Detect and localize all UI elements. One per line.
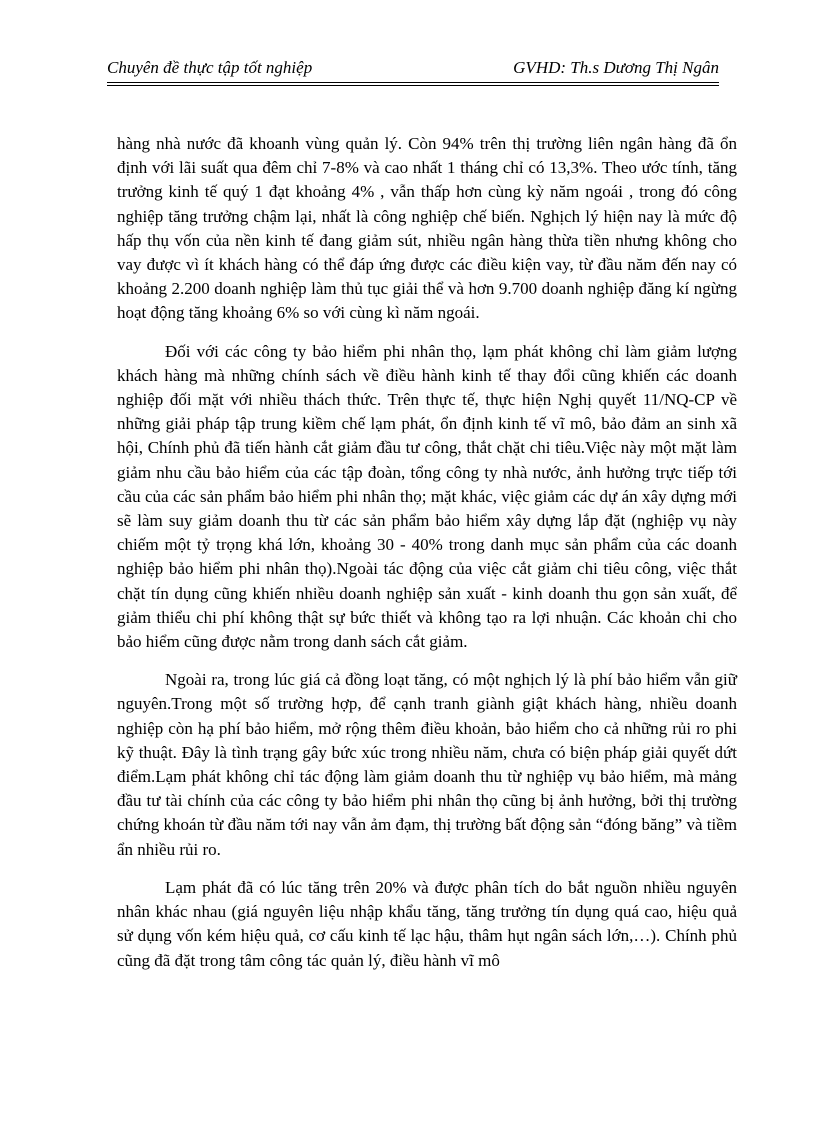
paragraph-premium-paradox: Ngoài ra, trong lúc giá cả đồng loạt tăng, có một nghịch lý là phí bảo hiểm vẫn giữ nguyên.Trong một số trường hợp, để cạnh tranh giành giật khách hàng, nhiều doanh nghiệp còn hạ phí bảo hiểm, mở rộng thêm điều khoản, bảo hiểm cho cả những rủi ro phi kỹ thuật. Đây là tình trạng gây bức xúc trong nhiều năm, chưa có biện pháp giải quyết dứt điểm.Lạm phát không chỉ tác động làm giảm doanh thu từ nghiệp vụ bảo hiểm, mà mảng đầu tư tài chính của các công ty bảo hiểm phi nhân thọ cũng bị ảnh hưởng, bởi thị trường chứng khoán từ đầu năm tới nay vẫn ảm đạm, thị trường bất động sản “đóng băng” và tiềm ẩn nhiều rủi ro. [117,670,737,859]
header-divider [107,82,719,83]
page-header [107,52,719,78]
paragraph-inflation-causes: Lạm phát đã có lúc tăng trên 20% và được phân tích do bắt nguồn nhiều nguyên nhân khác nhau (giá nguyên liệu nhập khẩu tăng, tăng trưởng tín dụng quá cao, hiệu quả sử dụng vốn kém hiệu quả, cơ cấu kinh tế lạc hậu, thâm hụt ngân sách lớn,…). Chính phủ cũng đã đặt trong tâm công tác quản lý, điều hành vĩ mô [117,877,737,970]
header-divider-secondary [107,85,719,86]
header-document-title: Chuyên đề thực tập tốt nghiệp [107,58,313,77]
paragraph-continuation: hàng nhà nước đã khoanh vùng quản lý. Còn 94% trên thị trường liên ngân hàng đã ổn định với lãi suất qua đêm chỉ 7-8% và cao nhất 1 tháng chỉ có 13,3%. Theo ước tính, tăng trưởng kinh tế quý 1 đạt khoảng 4% , vẫn thấp hơn cùng kỳ năm ngoái , trong đó công nghiệp tăng trưởng chậm lại, nhất là công nghiệp chế biến. Nghịch lý hiện nay là mức độ hấp thụ vốn của nền kinh tế đang giảm sút, nhiều ngân hàng thừa tiền nhưng không cho vay được vì ít khách hàng có thể đáp ứng được các điều kiện vay, từ đầu năm đến nay có khoảng 2.200 doanh nghiệp làm thủ tục giải thể và hơn 9.700 doanh nghiệp đăng kí ngừng hoạt động tăng khoảng 6% so với cùng kì năm ngoái. [117,134,737,323]
paragraph-non-life-insurance: Đối với các công ty bảo hiểm phi nhân thọ, lạm phát không chỉ làm giảm lượng khách hàng mà những chính sách về điều hành kinh tế thay đổi cũng khiến các doanh nghiệp đối mặt với nhiều thách thức. Trên thực tế, thực hiện Nghị quyết 11/NQ-CP về những giải pháp tập trung kiềm chế lạm phát, ổn định kinh tế vĩ mô, bảo đảm an sinh xã hội, Chính phủ đã tiến hành cắt giảm đầu tư công, thắt chặt chi tiêu.Việc này một mặt làm giảm nhu cầu bảo hiểm của các tập đoàn, tổng công ty nhà nước, ảnh hưởng trực tiếp tới cầu của các sản phẩm bảo hiểm phi nhân thọ; mặt khác, việc giảm các dự án xây dựng mới sẽ làm suy giảm doanh thu từ các sản phẩm bảo hiểm xây dựng lắp đặt (nghiệp vụ này chiếm một tỷ trọng khá lớn, khoảng 30 - 40% trong danh mục sản phẩm của các doanh nghiệp bảo hiểm phi nhân thọ).Ngoài tác động của việc cắt giảm chi tiêu công, việc thắt chặt tín dụng cũng khiến nhiều doanh nghiệp sản xuất - kinh doanh thu gọn sản xuất, để giảm thiểu chi phí không thật sự bức thiết và không tạo ra lợi nhuận. Các khoản chi cho bảo hiểm cũng được nằm trong danh sách cắt giảm. [117,341,737,652]
page-body [117,132,737,987]
header-supervisor: GVHD: Th.s Dương Thị Ngân [513,58,719,77]
